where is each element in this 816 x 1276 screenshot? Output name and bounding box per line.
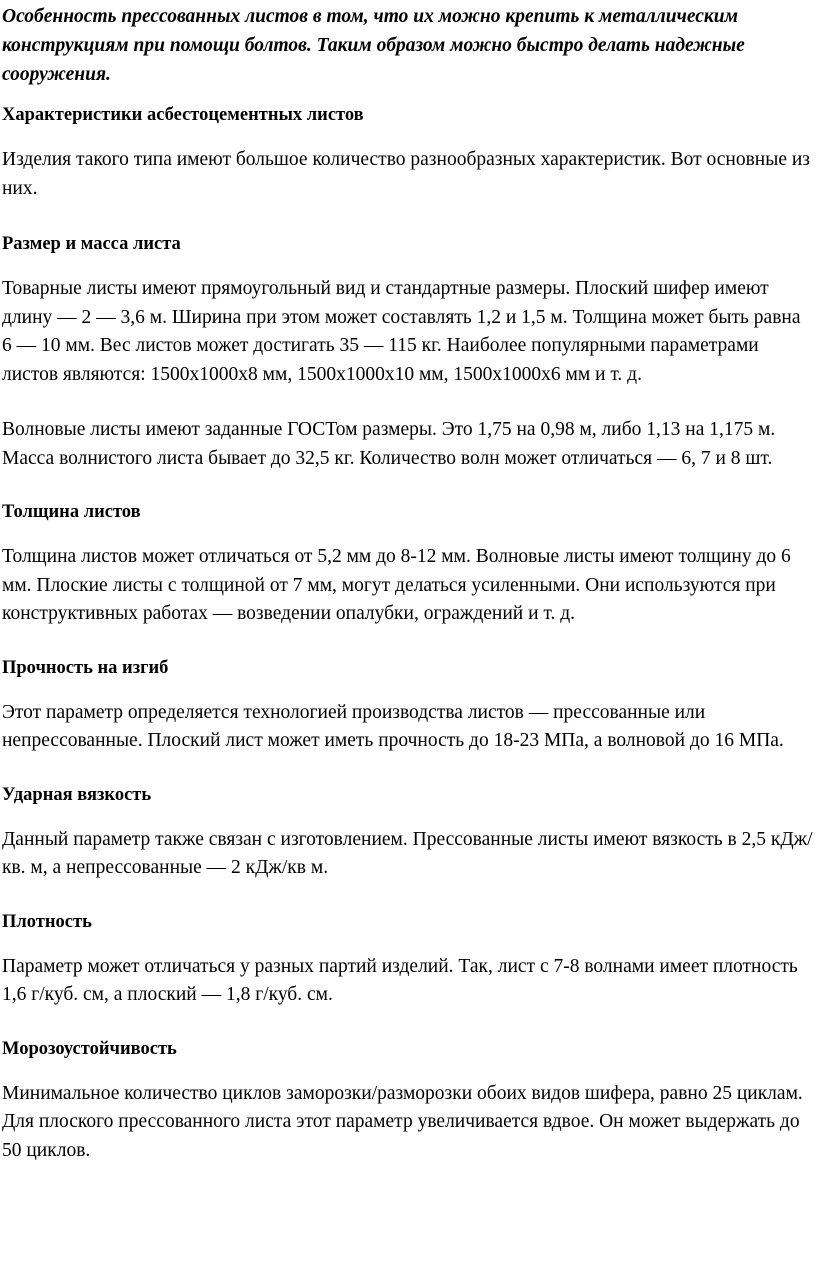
section-characteristics — [2, 102, 816, 203]
section-heading: Плотность — [2, 911, 92, 932]
section-heading: Морозоустойчивость — [2, 1038, 177, 1059]
paragraph: Минимальное количество циклов заморозки/разморозки обоих видов шифера, равно 25 циклам. Для плоского прессованного листа этот параметр увеличивается вдвое. Он может выдержать до 50 циклов. — [2, 1082, 803, 1161]
section-heading: Размер и масса листа — [2, 234, 181, 254]
section-thickness — [2, 499, 816, 629]
paragraph: Данный параметр также связан с изготовлением. Прессованные листы имеют вязкость в 2,5 кДж/кв. м, а непрессованные — 2 кДж/кв м. — [2, 828, 813, 878]
section-impact-toughness — [2, 782, 816, 883]
section-heading: Прочность на изгиб — [2, 657, 169, 678]
section-heading: Характеристики асбестоцементных листов — [2, 105, 364, 125]
intro-paragraph: Особенность прессованных листов в том, что их можно крепить к металлическим конструкциям при помощи болтов. Таким образом можно быстро делать надежные сооружения. — [2, 6, 745, 85]
section-density — [2, 909, 816, 1010]
paragraph: Товарные листы имеют прямоугольный вид и стандартные размеры. Плоский шифер имеют длину — 2 — 3,6 м. Ширина при этом может составлять 1,2 и 1,5 м. Толщина может быть равна 6 — 10 мм. Вес листов может достигать 35 — 115 кг. Наиболее популярными параметрами листов являются: 1500х1000х8 мм, 1500х1000х10 мм, 1500х1000х6 мм и т. д. — [2, 278, 801, 385]
paragraph: Этот параметр определяется технологией производства листов — прессованные или непрессованные. Плоский лист может иметь прочность до 18-23 МПа, а волновой до 16 МПа. — [2, 701, 784, 751]
section-bending-strength — [2, 655, 816, 756]
paragraph: Толщина листов может отличаться от 5,2 мм до 8-12 мм. Волновые листы имеют толщину до 6 мм. Плоские листы с толщиной от 7 мм, могут делаться усиленными. Они используются при конструктивных работах — возведении опалубки, ограждений и т. д. — [2, 546, 791, 624]
paragraph: Волновые листы имеют заданные ГОСТом размеры. Это 1,75 на 0,98 м, либо 1,13 на 1,175 м. Масса волнистого листа бывает до 32,5 кг. Количество волн может отличаться — 6, 7 и 8 шт. — [2, 419, 776, 469]
paragraph: Изделия такого типа имеют большое количество разнообразных характеристик. Вот основные из них. — [2, 149, 810, 199]
section-heading: Ударная вязкость — [2, 784, 152, 805]
section-size-mass — [2, 231, 816, 473]
section-frost-resistance — [2, 1036, 816, 1166]
paragraph: Параметр может отличаться у разных партий изделий. Так, лист с 7-8 волнами имеет плотность 1,6 г/куб. см, а плоский — 1,8 г/куб. см. — [2, 955, 798, 1005]
section-heading: Толщина листов — [2, 502, 141, 522]
